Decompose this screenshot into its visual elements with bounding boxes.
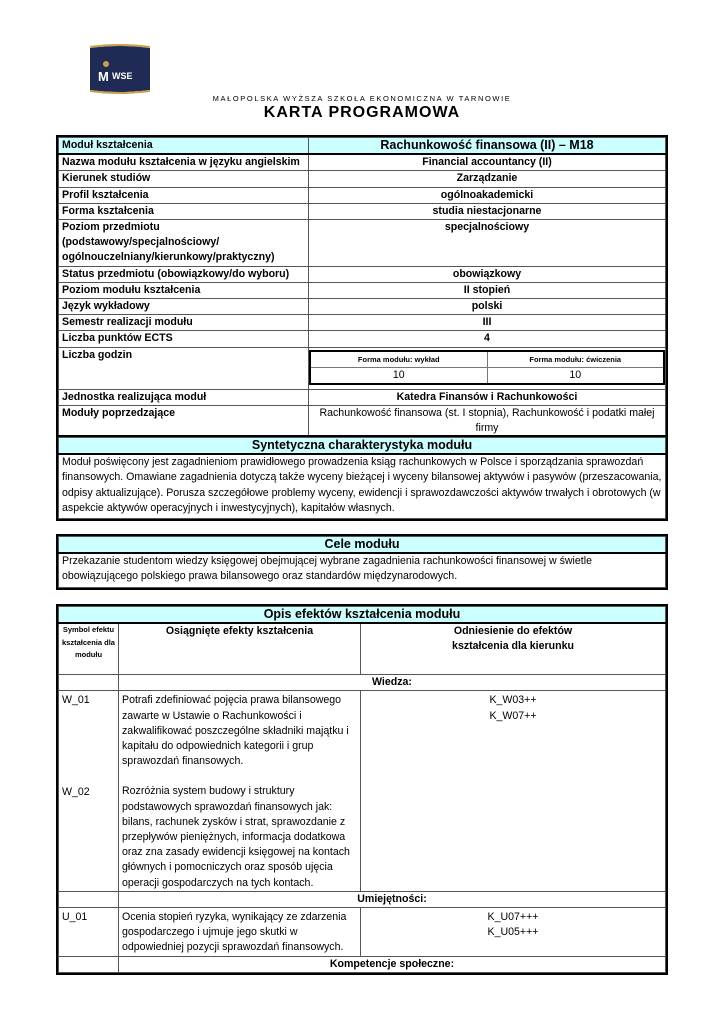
document-title: KARTA PROGRAMOWA bbox=[263, 104, 461, 121]
value: 4 bbox=[309, 331, 666, 347]
label: Poziom modułu kształcenia bbox=[59, 282, 309, 298]
hours-value: 10 bbox=[487, 367, 664, 384]
effect-reference: K_U05+++ bbox=[487, 926, 539, 939]
section-title: Syntetyczna charakterystyka modułu bbox=[59, 438, 666, 455]
label: Kierunek studiów bbox=[59, 171, 309, 187]
university-name: MAŁOPOLSKA WYŻSZA SZKOŁA EKONOMICZNA W TARNOWIE bbox=[212, 94, 512, 103]
hours-table bbox=[309, 350, 665, 385]
svg-text:M: M bbox=[98, 69, 109, 84]
value: Financial accountancy (II) bbox=[309, 154, 666, 171]
form-name: Forma modułu: ćwiczenia bbox=[487, 351, 664, 368]
category-header: Umiejętności: bbox=[119, 891, 666, 907]
table-row bbox=[59, 406, 666, 437]
value: obowiązkowy bbox=[309, 266, 666, 282]
effect-symbol: W_01 bbox=[62, 694, 90, 707]
table-row bbox=[59, 154, 666, 171]
label: Moduły poprzedzające bbox=[59, 406, 309, 437]
hours-row bbox=[59, 347, 666, 389]
effect-reference: K_W03++ bbox=[489, 694, 537, 707]
form-name: Forma modułu: wykład bbox=[310, 351, 487, 368]
label: Jednostka realizująca moduł bbox=[59, 390, 309, 406]
label: Semestr realizacji modułu bbox=[59, 315, 309, 331]
goals-section bbox=[58, 536, 666, 588]
svg-text:WSE: WSE bbox=[112, 71, 133, 81]
column-header: Osiągnięte efekty kształcenia bbox=[119, 623, 361, 675]
label: Poziom przedmiotu (podstawowy/specjalnościowy/ ogólnouczelniany/kierunkowy/praktyczny) bbox=[59, 220, 309, 267]
category-header: Wiedza: bbox=[119, 675, 666, 691]
label: Status przedmiotu (obowiązkowy/do wyboru) bbox=[59, 266, 309, 282]
module-row bbox=[59, 138, 666, 155]
value: studia niestacjonarne bbox=[309, 203, 666, 219]
table-row bbox=[59, 282, 666, 298]
value: polski bbox=[309, 299, 666, 315]
table-row bbox=[59, 908, 666, 957]
column-header: Symbol efektu kształcenia dla modułu bbox=[59, 623, 119, 675]
effect-text: Potrafi zdefiniować pojęcia prawa bilansowego zawarte w Ustawie o Rachunkowości i zakwalifikować poszczególne składniki majątku i kapitału do odpowiednich kategorii i grup sprawozdań finansowych. bbox=[122, 694, 349, 768]
section-text: Moduł poświęcony jest zagadnieniom prawidłowego prowadzenia ksiąg rachunkowych w Polsce i sporządzania sprawozdań finansowych. Omawiane zagadnienia dotyczą także wyceny bieżącej i wyceny bilansowej aktywów i pasywów (przeszacowania, odpisy aktualizujące). Porusza szczegółowe problemy wyceny, ewidencji i sprawozdawczości aktywów trwałych i obrotowych (w aspekcie aktywów operacyjnych i inwestycyjnych), kapitałów własnych. bbox=[59, 454, 666, 518]
label: Profil kształcenia bbox=[59, 187, 309, 203]
effect-symbol: U_01 bbox=[59, 908, 119, 957]
mwse-logo bbox=[88, 44, 152, 94]
label: Nazwa modułu kształcenia w języku angielskim bbox=[59, 154, 309, 171]
value: Zarządzanie bbox=[309, 171, 666, 187]
section-text: Przekazanie studentom wiedzy księgowej obejmującej wybrane zagadnienia rachunkowości finansowej w świetle obowiązującego polskiego prawa bilansowego oraz standardów międzynarodowych. bbox=[59, 553, 666, 587]
table-row bbox=[59, 315, 666, 331]
effect-symbol: W_02 bbox=[62, 785, 90, 798]
section-title: Opis efektów kształcenia modułu bbox=[59, 607, 666, 624]
hours-value: 10 bbox=[310, 367, 487, 384]
table-row bbox=[59, 171, 666, 187]
module-info-table bbox=[58, 137, 666, 438]
synthesis-section bbox=[58, 437, 666, 519]
value: Katedra Finansów i Rachunkowości bbox=[309, 390, 666, 406]
label: Liczba godzin bbox=[59, 347, 309, 389]
value: Rachunkowość finansowa (st. I stopnia), Rachunkowość i podatki małej firmy bbox=[309, 406, 666, 437]
effects-section bbox=[58, 606, 666, 973]
table-row bbox=[59, 331, 666, 347]
section-title: Cele modułu bbox=[59, 537, 666, 554]
table-row bbox=[59, 299, 666, 315]
label: Liczba punktów ECTS bbox=[59, 331, 309, 347]
label: Forma kształcenia bbox=[59, 203, 309, 219]
table-row bbox=[59, 203, 666, 219]
effect-text: Ocenia stopień ryzyka, wynikający ze zdarzenia gospodarczego i ujmuje jego skutki w odpowiedniej pozycji sprawozdań finansowych. bbox=[119, 908, 361, 957]
effect-reference: K_W07++ bbox=[489, 709, 537, 722]
table-row bbox=[59, 220, 666, 267]
module-title: Rachunkowość finansowa (II) – M18 bbox=[309, 138, 666, 155]
table-row bbox=[59, 691, 666, 891]
value: II stopień bbox=[309, 282, 666, 298]
effect-reference: K_U07+++ bbox=[487, 911, 539, 924]
value: specjalnościowy bbox=[309, 220, 666, 267]
label: Język wykładowy bbox=[59, 299, 309, 315]
column-header: Odniesienie do efektów kształcenia dla kierunku bbox=[361, 623, 666, 675]
table-row bbox=[59, 390, 666, 406]
table-row bbox=[59, 266, 666, 282]
table-row bbox=[59, 187, 666, 203]
effect-text: Rozróżnia system budowy i struktury podstawowych sprawozdań finansowych jak: bilans, rachunek zysków i strat, sprawozdanie z przepływów pieniężnych, informacja dodatkowa oraz zna zasady ewidencji księgowej na kontach głównych i pomocniczych oraz sposób ujęcia operacji gospodarczych na tych kontach. bbox=[122, 785, 350, 889]
value: ogólnoakademicki bbox=[309, 187, 666, 203]
label: Moduł kształcenia bbox=[59, 138, 309, 155]
value: III bbox=[309, 315, 666, 331]
category-header: Kompetencje społeczne: bbox=[119, 956, 666, 972]
